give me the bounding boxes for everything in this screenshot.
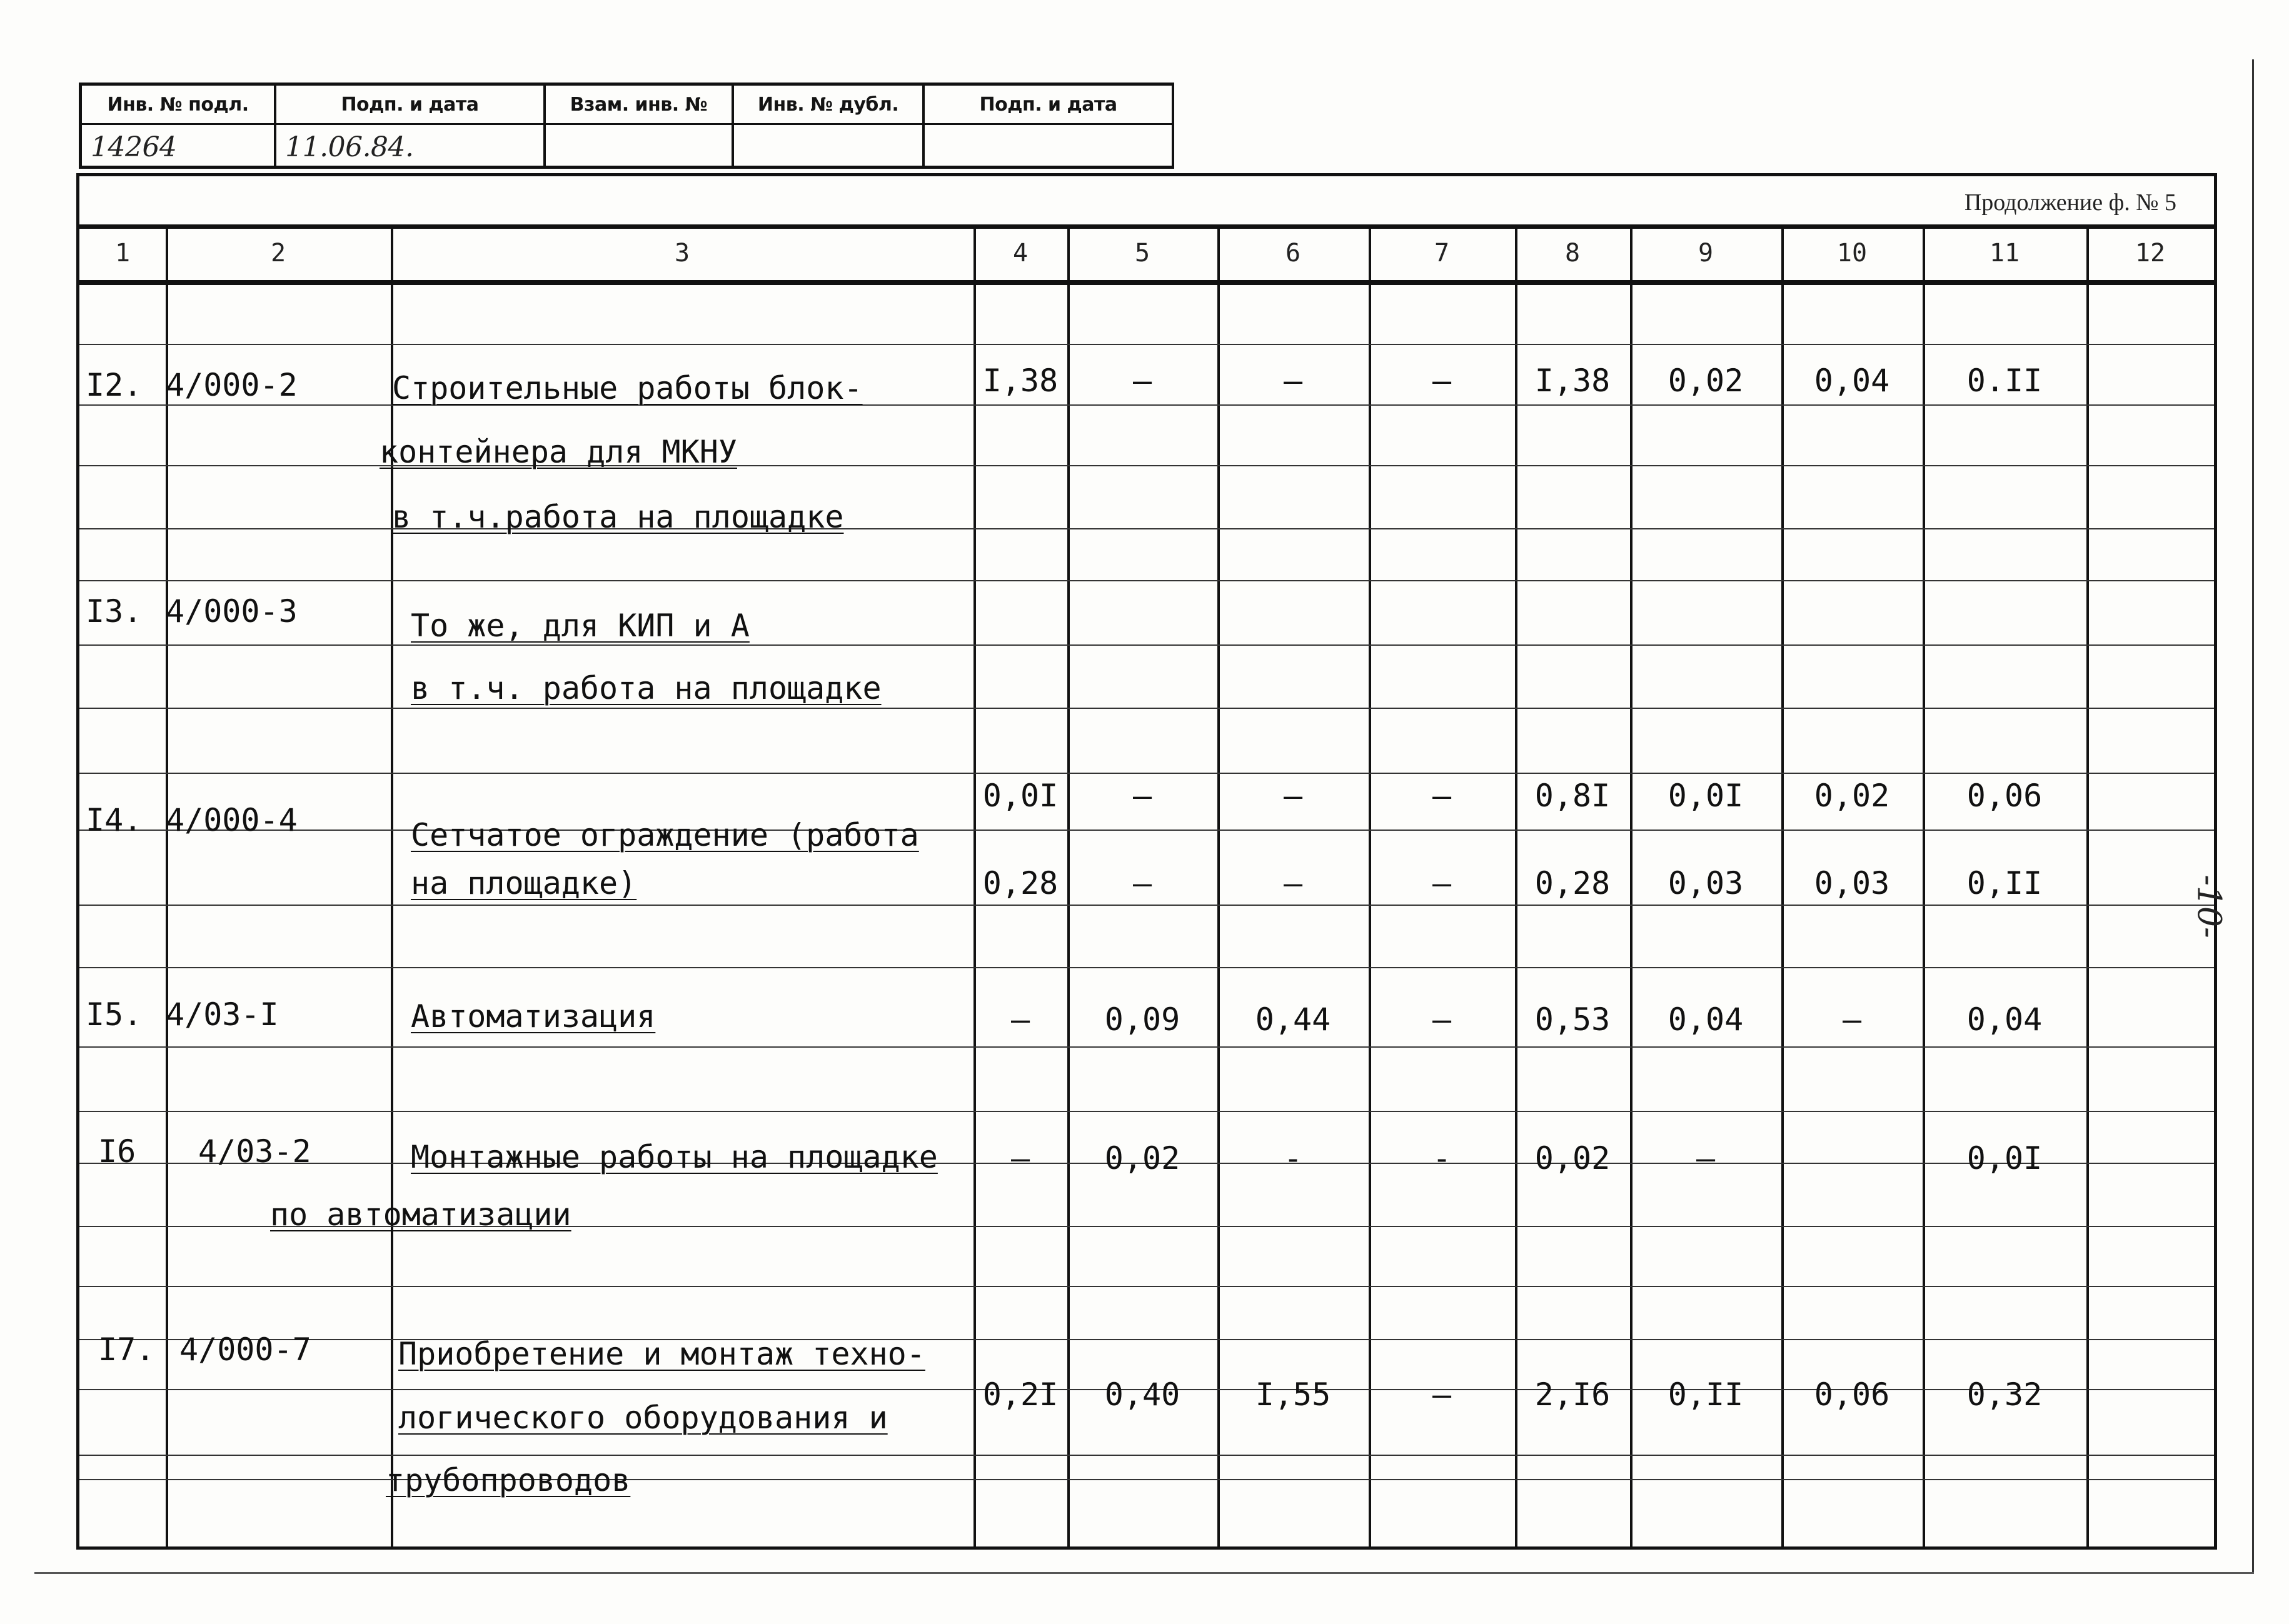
row-value-col-6: - xyxy=(1283,1140,1303,1176)
row-value-col-6: – xyxy=(1283,865,1303,901)
row-divider xyxy=(79,905,2214,906)
continuation-label: Продолжение ф. № 5 xyxy=(1964,189,2176,216)
row-description-line: трубопроводов xyxy=(386,1462,631,1498)
header-bottom-rule xyxy=(79,280,2214,285)
stamp-header-sign-date: Подп. и дата xyxy=(276,86,546,123)
row-divider xyxy=(79,1455,2214,1456)
row-value-col-10: 0,02 xyxy=(1814,778,1890,814)
stamp-header-inv-num: Инв. № подл. xyxy=(82,86,276,123)
row-value-col-8: 0,8I xyxy=(1534,778,1611,814)
row-code: 4/03-I xyxy=(166,996,279,1033)
row-value-col-8: 0,53 xyxy=(1534,1001,1611,1038)
row-divider xyxy=(79,644,2214,646)
row-number: I6 xyxy=(98,1133,136,1170)
column-number: 3 xyxy=(674,239,690,268)
row-description-line: по автоматизации xyxy=(270,1196,571,1233)
stamp-header-dup-inv: Инв. № дубл. xyxy=(734,86,925,123)
stamp-values-row xyxy=(82,125,1174,169)
stamp-header-row xyxy=(82,86,1174,125)
row-number: I3. xyxy=(86,593,143,629)
document-stamp xyxy=(79,83,1174,169)
row-value-col-7: – xyxy=(1432,778,1452,814)
column-number: 1 xyxy=(114,239,131,268)
row-value-col-8: 0,28 xyxy=(1534,865,1611,901)
column-number: 11 xyxy=(1989,239,2020,268)
row-description-line: на площадке) xyxy=(411,865,637,901)
stamp-value-sign-date: 11.06.84. xyxy=(276,125,546,169)
row-value-col-6: I,55 xyxy=(1255,1376,1331,1413)
stamp-value-inv-num: 14264 xyxy=(82,125,276,169)
row-value-col-11: 0,06 xyxy=(1966,778,2043,814)
row-divider xyxy=(79,830,2214,831)
row-value-col-10: 0,06 xyxy=(1814,1376,1890,1413)
row-value-col-11: 0,0I xyxy=(1966,1140,2043,1176)
row-value-col-11: 0,II xyxy=(1966,865,2043,901)
row-value-col-9: – xyxy=(1696,1140,1716,1176)
row-divider xyxy=(79,344,2214,345)
row-divider xyxy=(79,773,2214,774)
row-value-col-11: 0,04 xyxy=(1966,1001,2043,1038)
stamp-value-dup-inv xyxy=(734,125,925,169)
column-divider xyxy=(391,224,393,1546)
stamp-header-replace-inv: Взам. инв. № xyxy=(546,86,734,123)
row-value-col-6: 0,44 xyxy=(1255,1001,1331,1038)
row-number: I7. xyxy=(98,1331,155,1368)
row-divider xyxy=(79,1111,2214,1112)
row-description-line: Автоматизация xyxy=(411,998,656,1035)
row-value-col-5: – xyxy=(1132,865,1152,901)
row-divider xyxy=(79,1286,2214,1287)
margin-line-bottom xyxy=(34,1572,2254,1574)
row-divider xyxy=(79,708,2214,709)
row-value-col-9: 0,04 xyxy=(1668,1001,1744,1038)
row-code: 4/000-3 xyxy=(166,593,298,629)
row-value-col-6: – xyxy=(1283,778,1303,814)
row-code: 4/000-4 xyxy=(166,802,298,838)
row-value-col-8: 2,I6 xyxy=(1534,1376,1611,1413)
row-number: I2. xyxy=(86,367,143,403)
row-value-col-9: 0,II xyxy=(1668,1376,1744,1413)
column-number: 9 xyxy=(1698,239,1714,268)
row-description-line: в т.ч.работа на площадке xyxy=(392,499,844,535)
row-value-col-4: I,38 xyxy=(982,363,1059,399)
row-value-col-5: – xyxy=(1132,778,1152,814)
row-value-col-4: – xyxy=(1010,1001,1030,1038)
column-number: 6 xyxy=(1285,239,1301,268)
column-divider xyxy=(166,224,168,1546)
row-value-col-9: 0,03 xyxy=(1668,865,1744,901)
row-description-line: Монтажные работы на площадке xyxy=(411,1139,938,1175)
row-description-line: логического оборудования и xyxy=(398,1400,888,1436)
row-value-col-10: 0,04 xyxy=(1814,363,1890,399)
row-description-line: Приобретение и монтаж техно- xyxy=(398,1336,925,1372)
column-number: 5 xyxy=(1134,239,1150,268)
column-number: 10 xyxy=(1836,239,1868,268)
row-value-col-4: 0,2I xyxy=(982,1376,1059,1413)
row-description-line: Сетчатое ограждение (работа xyxy=(411,817,919,853)
row-divider xyxy=(79,580,2214,581)
row-value-col-10: – xyxy=(1842,1001,1862,1038)
row-value-col-8: I,38 xyxy=(1534,363,1611,399)
stamp-value-sign-date-2 xyxy=(925,125,1174,169)
row-value-col-7: - xyxy=(1432,1140,1452,1176)
row-value-col-5: 0,40 xyxy=(1104,1376,1180,1413)
row-code: 4/000-7 xyxy=(179,1331,311,1368)
row-value-col-6: – xyxy=(1283,363,1303,399)
row-value-col-10: 0,03 xyxy=(1814,865,1890,901)
row-description-line: Строительные работы блок- xyxy=(392,370,863,406)
row-number: I4. xyxy=(86,802,143,838)
row-value-col-4: 0,0I xyxy=(982,778,1059,814)
row-value-col-4: 0,28 xyxy=(982,865,1059,901)
row-value-col-9: 0,02 xyxy=(1668,363,1744,399)
column-number: 12 xyxy=(2135,239,2166,268)
row-description-line: контейнера для МКНУ xyxy=(380,434,737,470)
row-value-col-11: 0,32 xyxy=(1966,1376,2043,1413)
column-number: 8 xyxy=(1564,239,1581,268)
row-description-line: в т.ч. работа на площадке xyxy=(411,670,882,706)
row-value-col-7: – xyxy=(1432,1001,1452,1038)
row-code: 4/03-2 xyxy=(198,1133,311,1170)
page-number: -10- xyxy=(2190,875,2228,938)
row-code: 4/000-2 xyxy=(166,367,298,403)
row-value-col-7: – xyxy=(1432,363,1452,399)
row-value-col-11: 0.II xyxy=(1966,363,2043,399)
header-top-rule xyxy=(79,224,2214,229)
margin-line-right xyxy=(2252,59,2254,1572)
row-value-col-5: 0,09 xyxy=(1104,1001,1180,1038)
stamp-value-replace-inv xyxy=(546,125,734,169)
row-divider xyxy=(79,967,2214,968)
column-number: 4 xyxy=(1012,239,1029,268)
row-description-line: То же, для КИП и А xyxy=(411,608,750,644)
column-divider xyxy=(2086,224,2089,1546)
column-number: 7 xyxy=(1434,239,1450,268)
row-number: I5. xyxy=(86,996,143,1033)
column-number: 2 xyxy=(270,239,286,268)
row-value-col-8: 0,02 xyxy=(1534,1140,1611,1176)
row-value-col-7: – xyxy=(1432,1376,1452,1413)
row-value-col-9: 0,0I xyxy=(1668,778,1744,814)
row-value-col-4: – xyxy=(1010,1140,1030,1176)
row-value-col-5: 0,02 xyxy=(1104,1140,1180,1176)
stamp-header-sign-date-2: Подп. и дата xyxy=(925,86,1174,123)
row-value-col-5: – xyxy=(1132,363,1152,399)
row-value-col-7: – xyxy=(1432,865,1452,901)
row-divider xyxy=(79,1046,2214,1048)
estimate-table xyxy=(76,173,2217,1550)
